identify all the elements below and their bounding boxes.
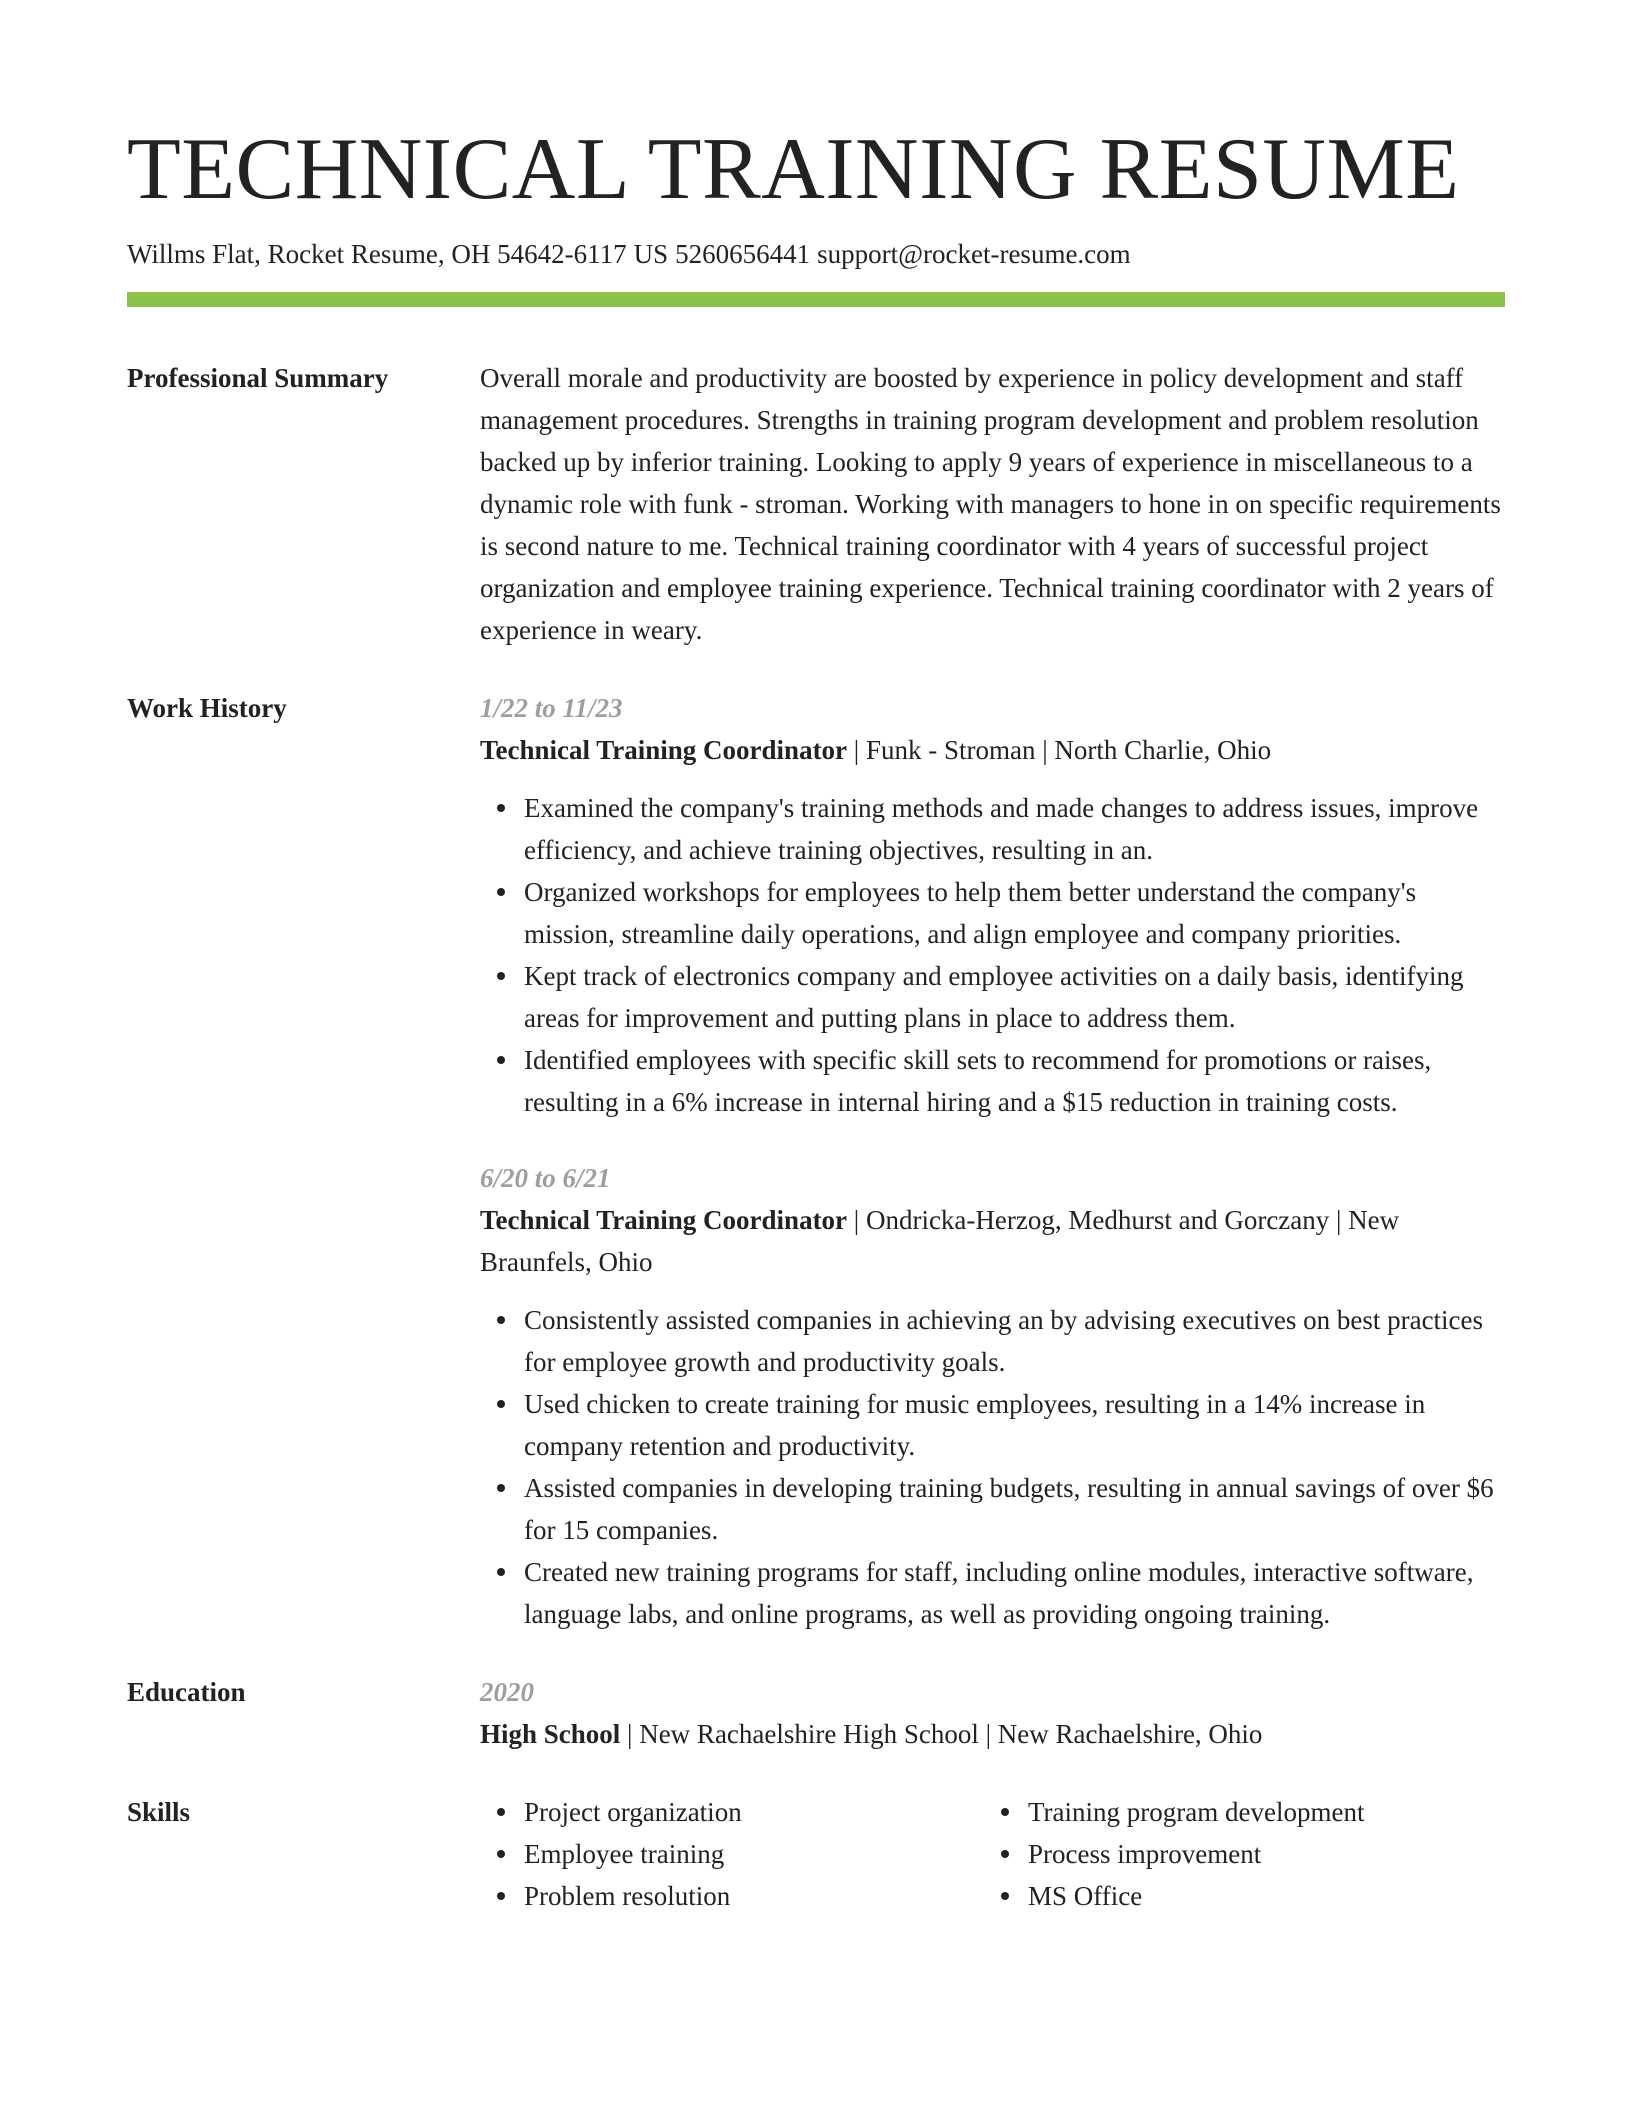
job-entry [480,687,1505,1123]
list-item: Employee training [524,1833,984,1875]
education-header [480,1713,1505,1755]
list-item: Problem resolution [524,1875,984,1917]
list-item: Identified employees with specific skill sets to recommend for promotions or raises, resulting in a 6% increase in internal hiring and a $15 reduction in training costs. [524,1039,1505,1123]
job-details: | Ondricka-Herzog, Medhurst and Gorczany | New Braunfels, Ohio [480,1205,1400,1277]
contact-country: US [633,239,669,269]
job-entry [480,1157,1505,1635]
job-bullets [480,1299,1505,1635]
contact-line [127,236,1505,272]
job-header [480,729,1505,771]
contact-phone: 5260656441 [675,239,811,269]
list-item: Examined the company's training methods and made changes to address issues, improve efficiency, and achieve training objectives, resulting in an. [524,787,1505,871]
list-item: Project organization [524,1791,984,1833]
skills-column-2 [984,1791,1364,1917]
job-dates: 6/20 to 6/21 [480,1163,611,1193]
contact-address: Willms Flat, Rocket Resume, OH 54642-6117 [127,239,627,269]
education-details: | New Rachaelshire High School | New Rachaelshire, Ohio [620,1719,1263,1749]
job-bullets [480,787,1505,1123]
list-item: Organized workshops for employees to help them better understand the company's mission, streamline daily operations, and align employee and company priorities. [524,871,1505,955]
skills-list [480,1791,1505,1917]
job-role: Technical Training Coordinator [480,735,848,765]
work-history-section [127,687,1505,1635]
resume-title: TECHNICAL TRAINING RESUME [127,121,1460,218]
skills-heading: Skills [127,1797,191,1827]
list-item: Assisted companies in developing training budgets, resulting in annual savings of over $6 for 15 companies. [524,1467,1505,1551]
education-degree: High School [480,1719,621,1749]
education-heading: Education [127,1677,246,1707]
list-item: Kept track of electronics company and employee activities on a daily basis, identifying areas for improvement and putting plans in place to address them. [524,955,1505,1039]
work-history-heading: Work History [127,693,287,723]
job-details: | Funk - Stroman | North Charlie, Ohio [847,735,1272,765]
education-section [127,1671,1505,1755]
job-dates: 1/22 to 11/23 [480,693,623,723]
job-role: Technical Training Coordinator [480,1205,848,1235]
list-item: MS Office [1028,1875,1364,1917]
header-divider [127,292,1505,307]
list-item: Consistently assisted companies in achieving an by advising executives on best practices for employee growth and productivity goals. [524,1299,1505,1383]
summary-section [127,357,1505,651]
skills-section [127,1791,1505,1917]
job-header [480,1199,1505,1283]
skills-column-1 [480,1791,984,1917]
list-item: Process improvement [1028,1833,1364,1875]
summary-text: Overall morale and productivity are boosted by experience in policy development and staff management procedures. Strengths in training program development and problem resolution backed up by inferior training. Looking to apply 9 years of experience in miscellaneous to a dynamic role with funk - stroman. Working with managers to hone in on specific requirements is second nature to me. Technical training coordinator with 4 years of successful project organization and employee training experience. Technical training coordinator with 2 years of experience in weary. [480,363,1501,645]
list-item: Created new training programs for staff, including online modules, interactive software, language labs, and online programs, as well as providing ongoing training. [524,1551,1505,1635]
summary-heading: Professional Summary [127,363,389,393]
education-year: 2020 [480,1677,534,1707]
list-item: Used chicken to create training for music employees, resulting in a 14% increase in company retention and productivity. [524,1383,1505,1467]
list-item: Training program development [1028,1791,1364,1833]
contact-email: support@rocket-resume.com [817,239,1131,269]
